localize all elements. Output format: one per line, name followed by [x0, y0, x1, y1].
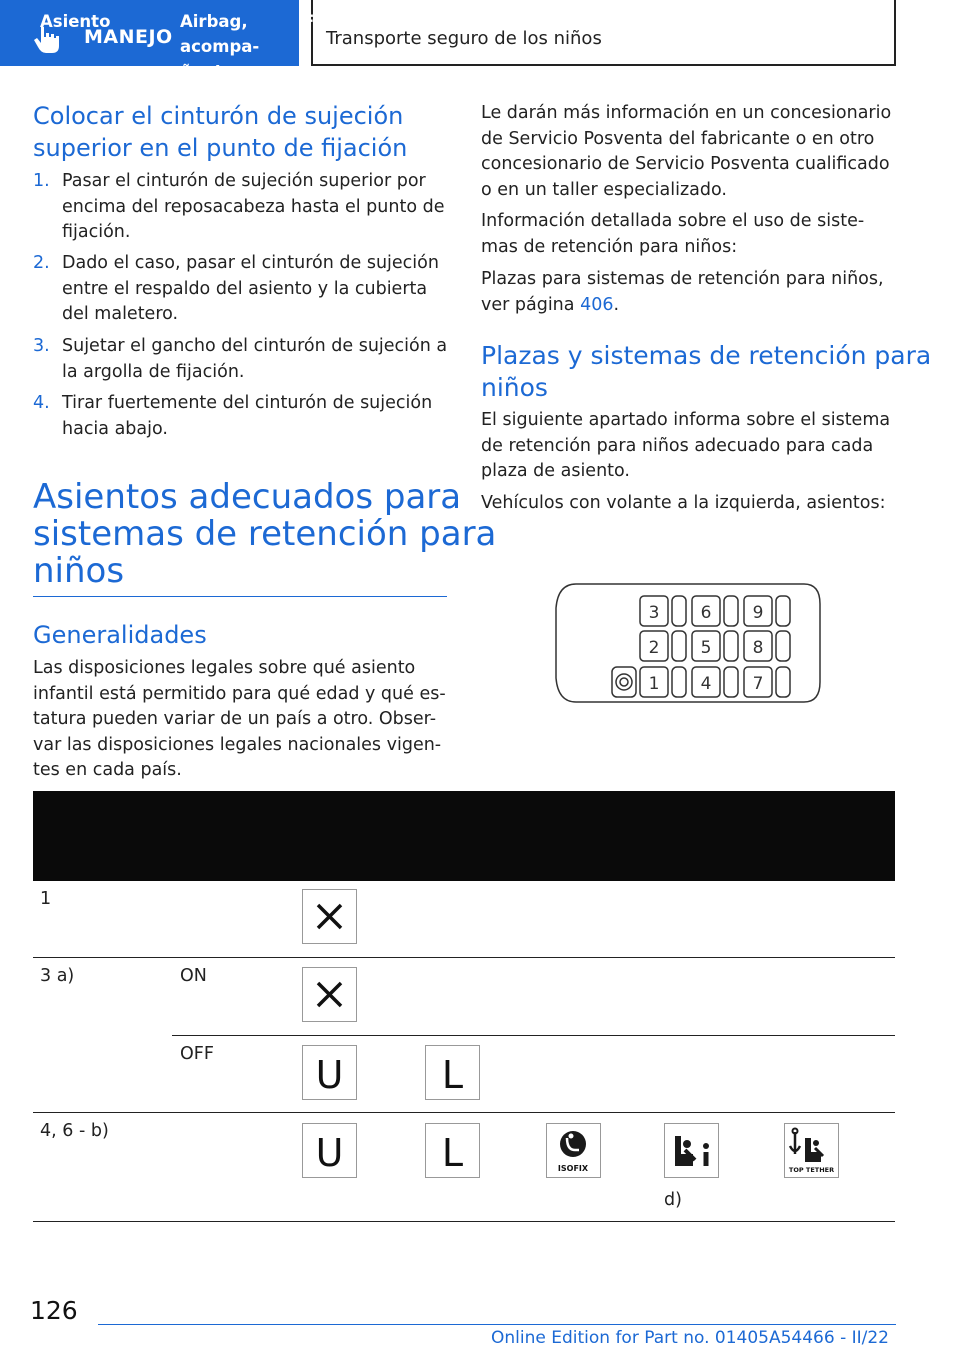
not-permitted-icon [302, 967, 357, 1022]
para-line [481, 293, 901, 319]
icon-letter: U [315, 1131, 344, 1175]
step-number: 4. [33, 393, 50, 413]
seat-number: 3 [648, 603, 660, 623]
para-line: mas de retención para niños: [481, 236, 738, 257]
seat-layout-diagram [552, 582, 822, 704]
table-cell-seat: 1 [40, 889, 52, 909]
left-hand-drive-label: Vehículos con volante a la izquierda, asientos: [481, 493, 886, 513]
heading-line: Plazas y sistemas de retención para [481, 341, 932, 370]
table-cell-seat: 4, 6 - b) [40, 1121, 109, 1141]
header-title: Transporte seguro de los niños [326, 28, 602, 49]
footer-edition: Online Edition for Part no. 01405A54466 - II/22 [490, 1328, 889, 1348]
table-cell-seat: 3 a) [40, 966, 75, 986]
heading-divider [33, 596, 447, 597]
icon-caption: TOP TETHER [788, 1166, 835, 1174]
para-line: de Servicio Posventa del fabricante o en otro [481, 128, 875, 149]
dealer-info-paragraph [481, 101, 901, 203]
step-line: Sujetar el gancho del cinturón de sujeción a [62, 336, 448, 356]
para-line: Plazas para sistemas de retención para niños, [481, 269, 884, 289]
heading-line: sistemas de retención para [33, 514, 497, 554]
header-line: Airbag, [180, 12, 248, 31]
header-section: MANEJO [84, 26, 173, 48]
step-line: Tirar fuertemente del cinturón de sujeción [62, 393, 433, 413]
heading-line: Asientos adecuados para [33, 477, 462, 517]
general-paragraph [33, 656, 449, 784]
seat-number: 9 [752, 603, 764, 623]
icon-letter: L [441, 1131, 464, 1175]
header-line: acompa- [180, 37, 260, 56]
para-line: Las disposiciones legales sobre qué asiento [33, 658, 416, 678]
footer-divider [98, 1324, 896, 1325]
i-size-icon [664, 1123, 719, 1178]
not-permitted-icon [302, 889, 357, 944]
para-line: Le darán más información en un concesionario [481, 103, 892, 123]
heading-attach-tether [33, 100, 407, 164]
table-row-divider [33, 1112, 895, 1113]
isofix-icon [546, 1123, 601, 1178]
seat-info-paragraph [481, 408, 901, 485]
seat-number: 8 [752, 638, 764, 658]
seat-number: 5 [700, 638, 712, 658]
step-line: entre el respaldo del asiento y la cubierta [62, 278, 428, 299]
universal-u-icon [302, 1045, 357, 1100]
heading-line: Colocar el cinturón de sujeción [33, 102, 404, 130]
para-line: Información detallada sobre el uso de siste- [481, 211, 865, 231]
para-line: tes en cada país. [33, 760, 182, 780]
table-cell-airbag: ON [180, 966, 207, 986]
step-line: hacia abajo. [62, 418, 168, 439]
column-header-airbag [180, 9, 259, 84]
page-number: 126 [30, 1296, 78, 1325]
para-line: El siguiente apartado informa sobre el sistema [481, 410, 891, 430]
seat-number: 2 [648, 638, 660, 658]
icon-letter: L [441, 1053, 464, 1097]
heading-line: niños [33, 551, 125, 591]
table-bottom-rule [33, 1221, 895, 1222]
table-row-divider [33, 957, 895, 958]
table-header [33, 791, 895, 881]
page-link[interactable]: 406 [580, 294, 614, 315]
top-tether-icon [784, 1123, 839, 1178]
seat-number: 7 [752, 674, 764, 694]
column-header-fixation: Fijación [303, 12, 376, 31]
step-number: 1. [33, 171, 50, 191]
seat-number: 6 [700, 603, 712, 623]
table-footnote-d: d) [664, 1190, 682, 1210]
seats-reference-paragraph [481, 267, 901, 318]
para-line: var las disposiciones legales nacionales vigen- [33, 734, 442, 755]
heading-suitable-seats [33, 479, 496, 590]
heading-line: superior en el punto de fijación [33, 134, 408, 162]
para-line: concesionario de Servicio Posventa cualificado [481, 154, 890, 174]
para-line: infantil está permitido para qué edad y qué es- [33, 683, 446, 704]
step-number: 2. [33, 253, 50, 273]
header-line: ñante [180, 62, 234, 81]
para-line: o en un taller especializado. [481, 179, 727, 200]
seat-number: 1 [648, 674, 660, 694]
para-text: ver página [481, 294, 581, 315]
para-line: de retención para niños adecuado para cada [481, 435, 874, 456]
icon-letter: U [315, 1053, 344, 1097]
heading-generalities: Generalidades [33, 621, 207, 649]
step-line: Dado el caso, pasar el cinturón de sujeción [62, 253, 439, 273]
semi-universal-l-icon [425, 1123, 480, 1178]
step-line: del maletero. [62, 304, 179, 324]
heading-line: niños [481, 373, 548, 402]
column-header-seat: Asiento [40, 12, 111, 31]
step-line: fijación. [62, 222, 131, 242]
heading-seating-positions [481, 340, 931, 404]
step-line: la argolla de fijación. [62, 361, 245, 382]
table-cell-airbag: OFF [180, 1044, 214, 1064]
step-line: Pasar el cinturón de sujeción superior por [62, 171, 426, 191]
detail-info-paragraph [481, 209, 901, 260]
para-line: tatura pueden variar de un país a otro. Obser- [33, 709, 437, 729]
seat-number: 4 [700, 674, 712, 694]
semi-universal-l-icon [425, 1045, 480, 1100]
table-row-divider [172, 1035, 895, 1036]
para-line: plaza de asiento. [481, 461, 630, 481]
para-text: . [613, 294, 620, 315]
icon-caption: ISOFIX [557, 1164, 589, 1173]
step-line: encima del reposacabeza hasta el punto de [62, 196, 445, 217]
universal-u-icon [302, 1123, 357, 1178]
step-number: 3. [33, 336, 50, 356]
